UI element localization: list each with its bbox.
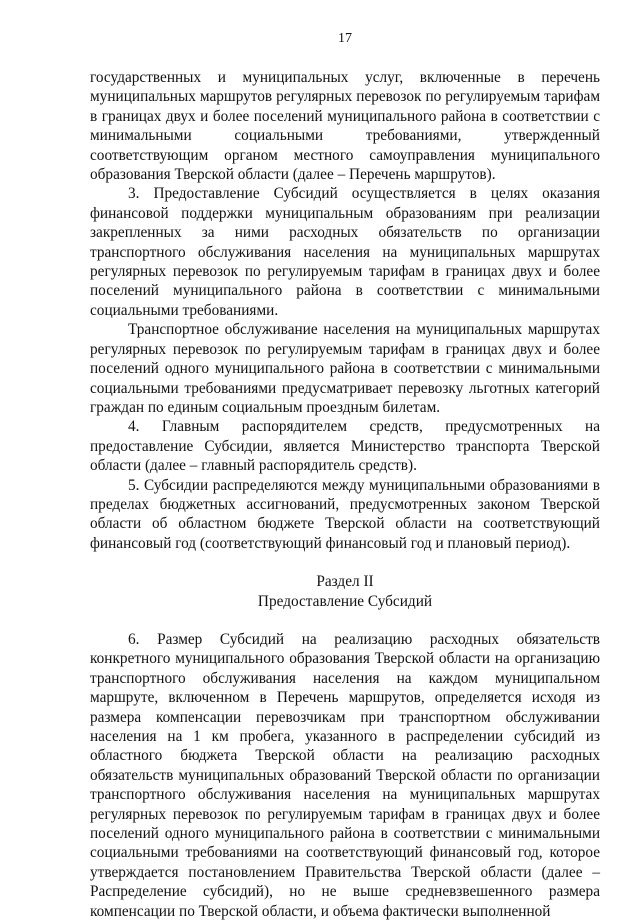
paragraph-item-3: 3. Предоставление Субсидий осуществляется в целях оказания финансовой поддержки муниципальным образованиям при реализации закрепленных за ними расходных обязательств по организации транспортного обслуживания населения на муниципальных маршрутах регулярных перевозок по регулируемым тарифам в границах двух и более поселений муниципального района в соответствии с минимальными социальными требованиями. <box>90 185 600 319</box>
paragraph-item-5: 5. Субсидии распределяются между муниципальными образованиями в пределах бюджетных ассигнований, предусмотренных законом Тверской области об областном бюджете Тверской области на соответствующий финансовый год (соответствующий финансовый год и плановый период). <box>90 476 600 552</box>
page-number: 17 <box>338 31 352 46</box>
paragraph-transport-service: Транспортное обслуживание населения на муниципальных маршрутах регулярных перевозок по регулируемым тарифам в границах двух и более поселений одного муниципального района в соответствии с минимальными социальными требованиями предусматривает перевозку льготных категорий граждан по единым социальным проездным билетам. <box>90 321 600 416</box>
paragraph-item-4: 4. Главным распорядителем средств, предусмотренных на предоставление Субсидии, является Министерство транспорта Тверской области (далее – главный распорядитель средств). <box>90 418 600 475</box>
paragraph-continuation: государственных и муниципальных услуг, включенные в перечень муниципальных маршрутов регулярных перевозок по регулируемым тарифам в границах двух и более поселений муниципального района в соответствии с минимальными социальными требованиями, утвержденный соответствующим органом местного самоуправления муниципального образования Тверской области (далее – Перечень маршрутов). <box>90 69 600 184</box>
document-page <box>90 30 600 921</box>
section-title: Предоставление Субсидий <box>257 592 433 610</box>
paragraph-item-6: 6. Размер Субсидий на реализацию расходных обязательств конкретного муниципального образования Тверской области на организацию транспортного обслуживания населения на каждом муниципальном маршруте, включенном в Перечень маршрутов, определяется исходя из размера компенсации перевозчикам при транспортном обслуживании населения на 1 км пробега, указанного в распределении субсидий из областного бюджета Тверской области на реализацию расходных обязательств муниципальных образований Тверской области по организации транспортного обслуживания населения на муниципальных маршрутах регулярных перевозок по регулируемым тарифам в границах двух и более поселений одного муниципального района в соответствии с минимальными социальными требованиями на соответствующий финансовый год, которое утверждается постановлением Правительства Тверской области (далее – Распределение субсидий), но не выше средневзвешенного размера компенсации по Тверской области, и объема фактически выполненной <box>90 630 600 920</box>
section-number: Раздел II <box>316 573 374 591</box>
